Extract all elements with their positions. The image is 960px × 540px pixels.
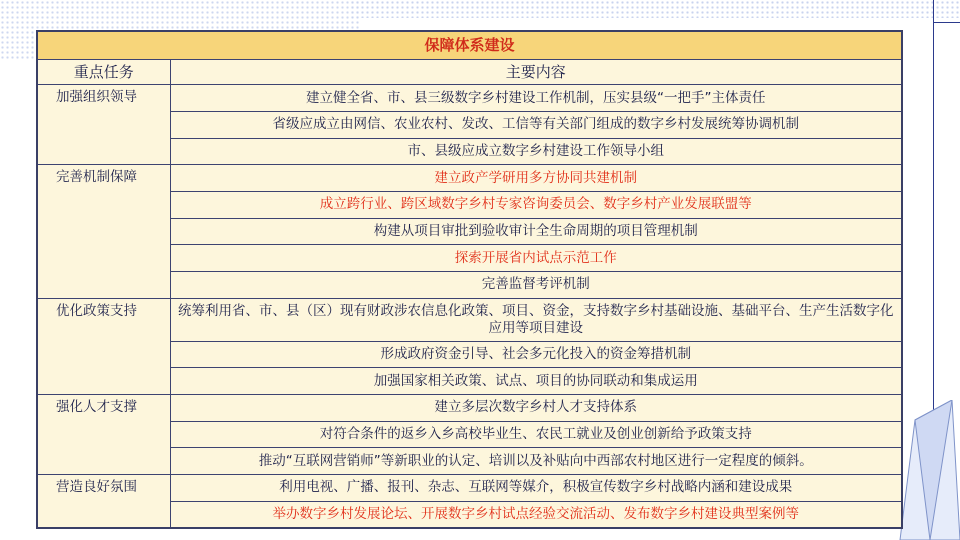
table-row (37, 394, 902, 421)
content-cell: 成立跨行业、跨区域数字乡村专家咨询委员会、数字乡村产业发展联盟等 (170, 191, 902, 218)
content-cell: 建立政产学研用多方协同共建机制 (170, 165, 902, 192)
decorative-dots-top-right (350, 0, 960, 18)
decorative-horizontal-line (933, 22, 960, 23)
table-row (37, 474, 902, 501)
content-cell: 市、县级应成立数字乡村建设工作领导小组 (170, 138, 902, 165)
task-cell: 强化人才支撑 (37, 394, 170, 474)
guarantee-system-table (36, 30, 903, 529)
content-cell: 完善监督考评机制 (170, 271, 902, 298)
content-cell: 利用电视、广播、报刊、杂志、互联网等媒介，积极宣传数字乡村战略内涵和建设成果 (170, 474, 902, 501)
table-row (37, 298, 902, 341)
task-cell: 营造良好氛围 (37, 474, 170, 528)
content-cell: 建立健全省、市、县三级数字乡村建设工作机制，压实县级“一把手”主体责任 (170, 85, 902, 112)
table-header-row (37, 59, 902, 85)
task-cell: 加强组织领导 (37, 85, 170, 165)
content-cell: 统筹利用省、市、县（区）现有财政涉农信息化政策、项目、资金，支持数字乡村基础设施、基础平台、生产生活数字化应用等项目建设 (170, 298, 902, 341)
task-cell: 完善机制保障 (37, 165, 170, 298)
content-cell: 建立多层次数字乡村人才支持体系 (170, 394, 902, 421)
content-cell: 推动“互联网营销师”等新职业的认定、培训以及补贴向中西部农村地区进行一定程度的倾斜。 (170, 448, 902, 475)
task-cell: 优化政策支持 (37, 298, 170, 394)
content-cell: 加强国家相关政策、试点、项目的协同联动和集成运用 (170, 368, 902, 395)
header-task: 重点任务 (37, 59, 170, 85)
content-cell: 形成政府资金引导、社会多元化投入的资金筹措机制 (170, 341, 902, 368)
content-cell: 省级应成立由网信、农业农村、发改、工信等有关部门组成的数字乡村发展统筹协调机制 (170, 112, 902, 139)
content-cell: 探索开展省内试点示范工作 (170, 245, 902, 272)
guarantee-system-table-container (36, 30, 901, 529)
table-title: 保障体系建设 (37, 31, 902, 59)
table-title-row (37, 31, 902, 59)
content-cell: 对符合条件的返乡入乡高校毕业生、农民工就业及创业创新给予政策支持 (170, 421, 902, 448)
header-content: 主要内容 (170, 59, 902, 85)
table-row (37, 85, 902, 112)
content-cell: 举办数字乡村发展论坛、开展数字乡村试点经验交流活动、发布数字乡村建设典型案例等 (170, 501, 902, 528)
table-row (37, 165, 902, 192)
content-cell: 构建从项目审批到验收审计全生命周期的项目管理机制 (170, 218, 902, 245)
